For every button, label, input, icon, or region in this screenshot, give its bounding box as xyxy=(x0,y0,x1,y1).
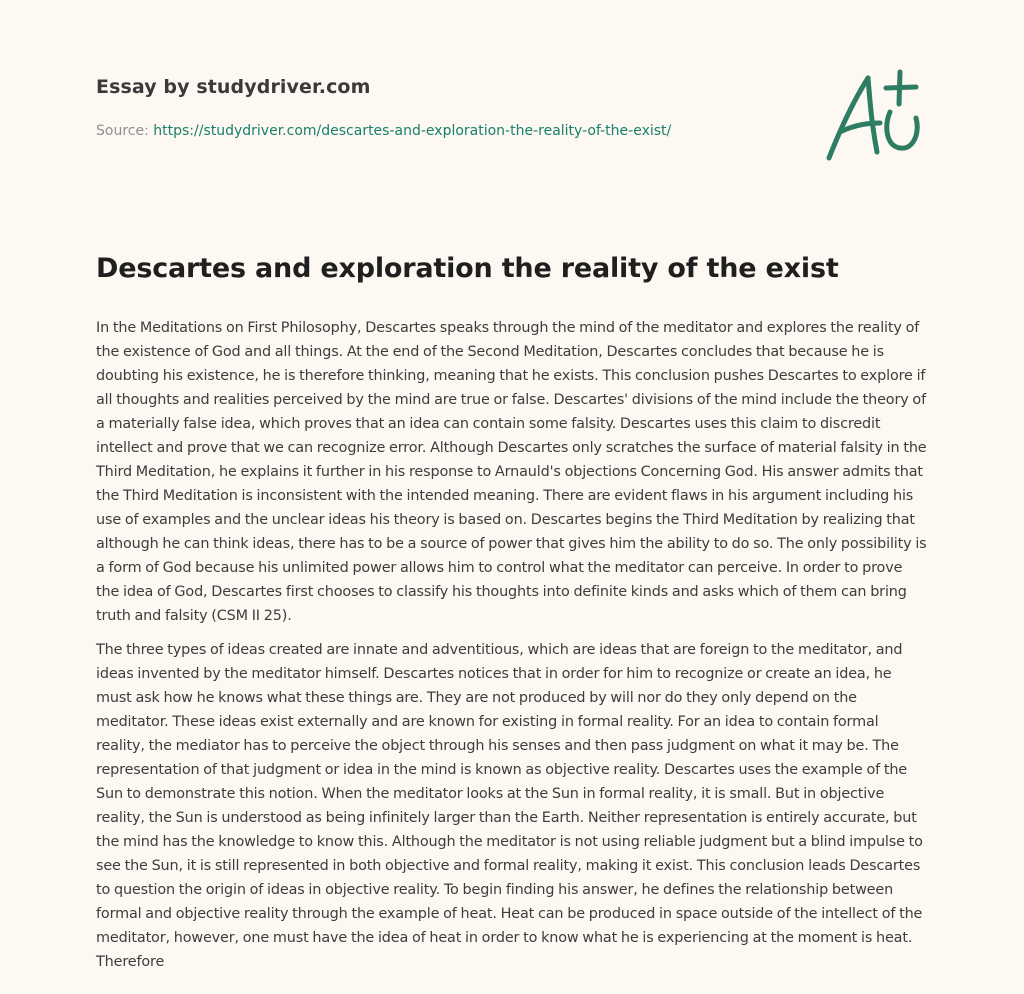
source-line xyxy=(96,123,671,139)
source-link[interactable]: https://studydriver.com/descartes-and-exploration-the-reality-of-the-exist/ xyxy=(153,123,672,139)
source-label: Source: xyxy=(96,123,149,139)
essay-body xyxy=(96,316,928,984)
a-plus-logo-icon xyxy=(820,68,930,166)
essay-title: Descartes and exploration the reality of the exist xyxy=(96,253,839,284)
essay-paragraph: The three types of ideas created are innate and adventitious, which are ideas that are foreign to the meditator, and ideas invented by the meditator himself. Descartes notices that in order for him to recognize or create an idea, he must ask how he knows what these things are. They are not produced by will nor do they only depend on the meditator. These ideas exist externally and are known for existing in formal reality. For an idea to contain formal reality, the mediator has to perceive the object through his senses and then pass judgment on what it may be. The representation of that judgment or idea in the mind is known as objective reality. Descartes uses the example of the Sun to demonstrate this notion. When the meditator looks at the Sun in formal reality, it is small. But in objective reality, the Sun is understood as being infinitely larger than the Earth. Neither representation is entirely accurate, but the mind has the knowledge to know this. Although the meditator is not using reliable judgment but a blind impulse to see the Sun, it is still represented in both objective and formal reality, making it exist. This conclusion leads Descartes to question the origin of ideas in objective reality. To begin finding his answer, he defines the relationship between formal and objective reality through the example of heat. Heat can be produced in space outside of the intellect of the meditator, however, one must have the idea of heat in order to know what he is experiencing at the moment is heat. Therefore xyxy=(96,642,923,970)
essay-paragraph: In the Meditations on First Philosophy, Descartes speaks through the mind of the meditator and explores the reality of the existence of God and all things. At the end of the Second Meditation, Descartes concludes that because he is doubting his existence, he is therefore thinking, meaning that he exists. This conclusion pushes Descartes to explore if all thoughts and realities perceived by the mind are true or false. Descartes' divisions of the mind include the theory of a materially false idea, which proves that an idea can contain some falsity. Descartes uses this claim to discredit intellect and prove that we can recognize error. Although Descartes only scratches the surface of material falsity in the Third Meditation, he explains it further in his response to Arnauld's objections Concerning God. His answer admits that the Third Meditation is inconsistent with the intended meaning. There are evident flaws in his argument including his use of examples and the unclear ideas his theory is based on. Descartes begins the Third Meditation by realizing that although he can think ideas, there has to be a source of power that gives him the ability to do so. The only possibility is a form of God because his unlimited power allows him to control what the meditator can perceive. In order to prove the idea of God, Descartes first chooses to classify his thoughts into definite kinds and asks which of them can bring truth and falsity (CSM II 25). xyxy=(96,320,927,624)
site-header-title: Essay by studydriver.com xyxy=(96,76,371,98)
